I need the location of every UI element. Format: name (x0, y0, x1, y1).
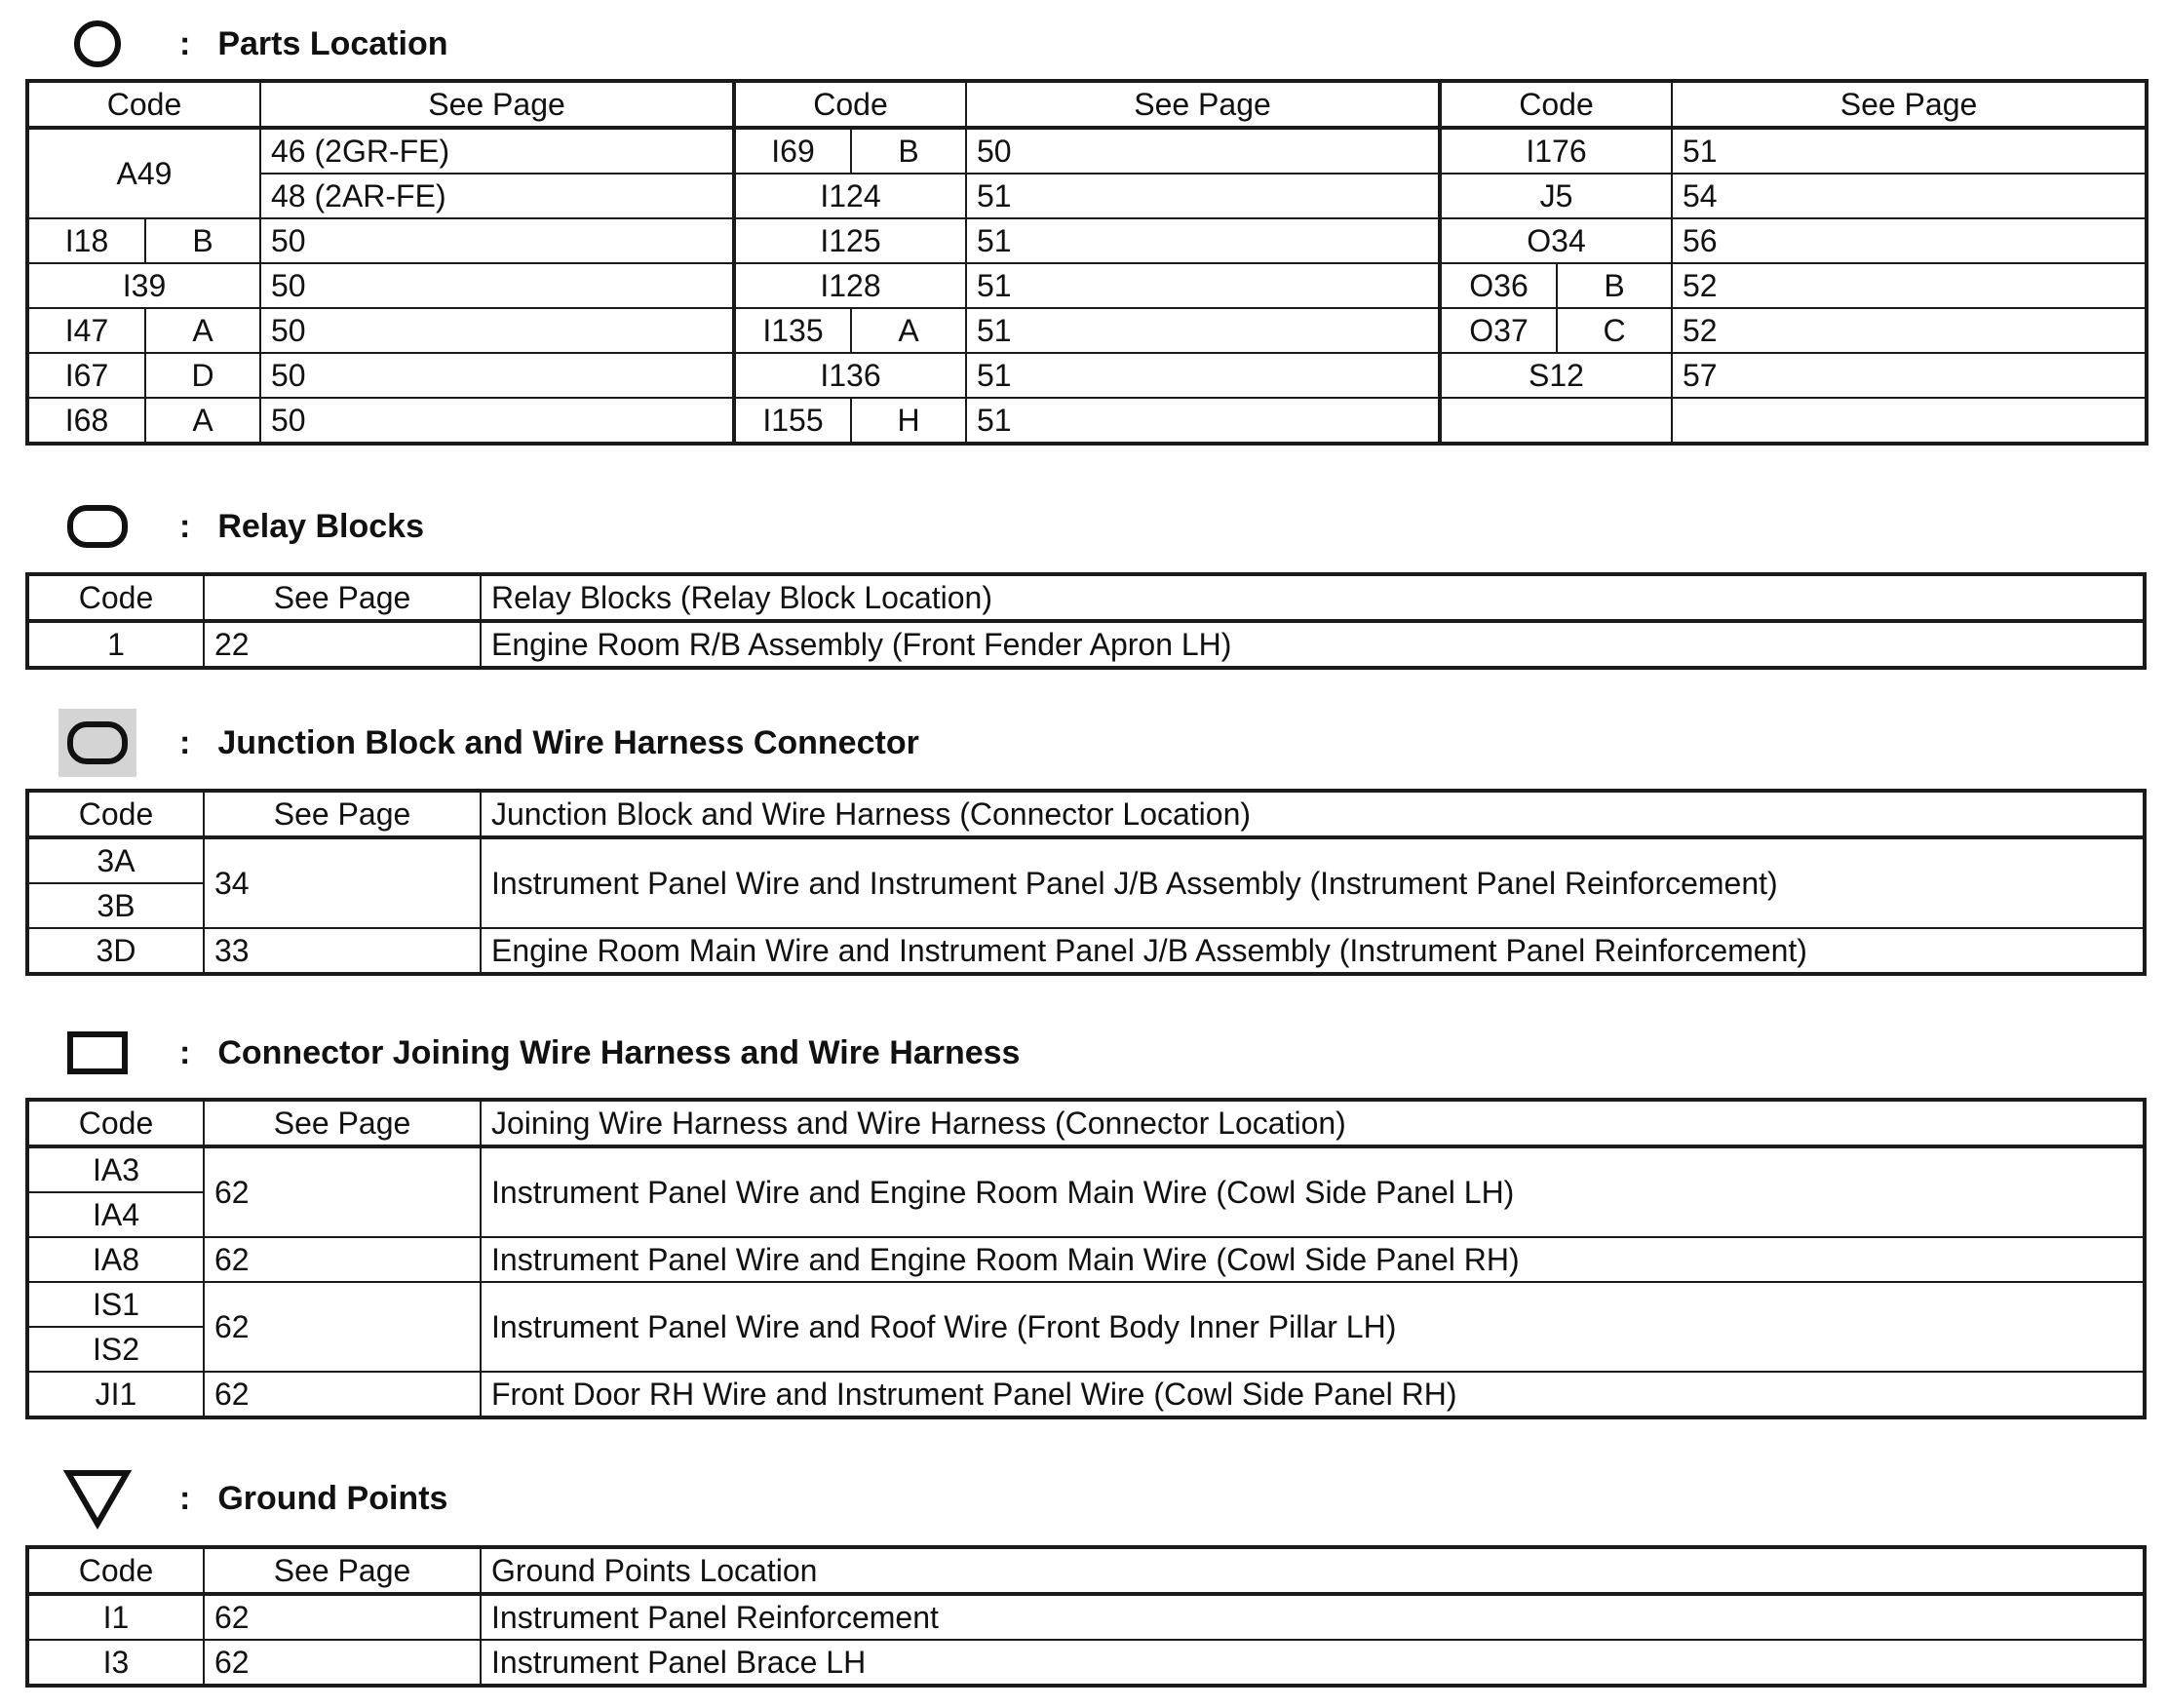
page-cell: 51 (966, 263, 1440, 308)
description-cell: Instrument Panel Wire and Instrument Panel J/B Assembly (Instrument Panel Reinforcement) (481, 837, 2144, 928)
see-page-header: See Page (204, 1548, 481, 1594)
code-cell: 3D (28, 928, 204, 973)
page-cell: 51 (966, 398, 1440, 443)
description-cell: Instrument Panel Reinforcement (481, 1594, 2144, 1640)
description-header: Joining Wire Harness and Wire Harness (Connector Location) (481, 1101, 2144, 1146)
page-cell: 51 (1672, 128, 2146, 174)
code-cell: IS2 (28, 1327, 204, 1372)
code-header: Code (28, 792, 204, 837)
circle-icon (58, 10, 136, 78)
page-cell: 50 (260, 218, 734, 263)
description-cell: Engine Room Main Wire and Instrument Panel J/B Assembly (Instrument Panel Reinforcement) (481, 928, 2144, 973)
code-cell: I47 (28, 308, 145, 353)
junction-block-table (27, 791, 2145, 974)
page-cell: 52 (1672, 263, 2146, 308)
code-cell: I176 (1440, 128, 1672, 174)
page-cell: 62 (204, 1594, 481, 1640)
heading-colon: : (179, 723, 191, 761)
parts-location-table (27, 81, 2147, 444)
sub-code-cell: C (1557, 308, 1672, 353)
sub-code-cell: B (1557, 263, 1672, 308)
code-cell: O34 (1440, 218, 1672, 263)
code-cell: I69 (734, 128, 851, 174)
section-title: Parts Location (217, 24, 448, 62)
code-header: Code (28, 1101, 204, 1146)
square-icon (58, 1019, 136, 1087)
table-header-row (28, 575, 2144, 621)
shaded-rounded-rect-icon (58, 709, 136, 777)
code-cell: IS1 (28, 1282, 204, 1327)
section-title: Ground Points (217, 1479, 448, 1517)
table-row (28, 837, 2144, 883)
code-cell: I3 (28, 1640, 204, 1685)
sub-code-cell: A (145, 308, 260, 353)
code-cell: J5 (1440, 174, 1672, 218)
sub-code-cell: A (145, 398, 260, 443)
code-cell: I125 (734, 218, 966, 263)
table-row (28, 1237, 2144, 1282)
description-header: Junction Block and Wire Harness (Connector Location) (481, 792, 2144, 837)
page-cell: 62 (204, 1372, 481, 1417)
page-cell: 50 (260, 308, 734, 353)
description-header: Ground Points Location (481, 1548, 2144, 1594)
table-row (28, 174, 2146, 218)
code-cell: 3A (28, 837, 204, 883)
page-cell: 22 (204, 621, 481, 667)
description-cell: Engine Room R/B Assembly (Front Fender Apron LH) (481, 621, 2144, 667)
table-row (28, 1594, 2144, 1640)
code-cell: IA3 (28, 1146, 204, 1192)
code-header: Code (28, 575, 204, 621)
page-cell: 54 (1672, 174, 2146, 218)
code-cell: IA4 (28, 1192, 204, 1237)
rounded-rect-icon (58, 492, 136, 561)
junction-block-heading (58, 709, 919, 777)
heading-colon: : (179, 1479, 191, 1517)
code-cell: I135 (734, 308, 851, 353)
table-row (28, 308, 2146, 353)
table-row (28, 353, 2146, 398)
page-cell: 56 (1672, 218, 2146, 263)
table-row (28, 218, 2146, 263)
relay-blocks-heading (58, 492, 424, 561)
page-cell: 52 (1672, 308, 2146, 353)
table-header-row (28, 1548, 2144, 1594)
sub-code-cell: B (851, 128, 966, 174)
empty-cell (1672, 398, 2146, 443)
table-row (28, 1282, 2144, 1327)
ground-points-heading (58, 1464, 447, 1533)
page-cell: 51 (966, 218, 1440, 263)
page-cell: 57 (1672, 353, 2146, 398)
connector-joining-heading (58, 1019, 1020, 1087)
description-header: Relay Blocks (Relay Block Location) (481, 575, 2144, 621)
code-cell: I136 (734, 353, 966, 398)
see-page-header: See Page (204, 792, 481, 837)
code-cell: A49 (28, 128, 260, 218)
heading-colon: : (179, 24, 191, 62)
code-cell: I67 (28, 353, 145, 398)
page-cell: 50 (260, 398, 734, 443)
see-page-header: See Page (204, 1101, 481, 1146)
description-cell: Instrument Panel Wire and Roof Wire (Front Body Inner Pillar LH) (481, 1282, 2144, 1372)
page-cell: 46 (2GR-FE) (260, 128, 734, 174)
code-cell: S12 (1440, 353, 1672, 398)
section-title: Relay Blocks (217, 507, 424, 545)
table-row (28, 928, 2144, 973)
section-title: Junction Block and Wire Harness Connector (217, 723, 919, 761)
code-cell: JI1 (28, 1372, 204, 1417)
description-cell: Front Door RH Wire and Instrument Panel Wire (Cowl Side Panel RH) (481, 1372, 2144, 1417)
table-header-row (28, 82, 2146, 128)
code-header: Code (1440, 82, 1672, 128)
code-cell: IA8 (28, 1237, 204, 1282)
sub-code-cell: B (145, 218, 260, 263)
code-header: Code (28, 82, 260, 128)
code-cell: I68 (28, 398, 145, 443)
description-cell: Instrument Panel Brace LH (481, 1640, 2144, 1685)
heading-colon: : (179, 1033, 191, 1071)
code-cell: 1 (28, 621, 204, 667)
page-cell: 33 (204, 928, 481, 973)
page-cell: 50 (260, 353, 734, 398)
table-row (28, 128, 2146, 174)
page-cell: 51 (966, 174, 1440, 218)
relay-blocks-table (27, 574, 2145, 668)
table-header-row (28, 1101, 2144, 1146)
page-cell: 62 (204, 1146, 481, 1237)
code-cell: I1 (28, 1594, 204, 1640)
see-page-header: See Page (204, 575, 481, 621)
code-cell: I39 (28, 263, 260, 308)
page-cell: 62 (204, 1282, 481, 1372)
page-cell: 50 (260, 263, 734, 308)
parts-location-heading (58, 10, 448, 78)
code-cell: I128 (734, 263, 966, 308)
sub-code-cell: D (145, 353, 260, 398)
table-row (28, 263, 2146, 308)
code-header: Code (734, 82, 966, 128)
table-row (28, 621, 2144, 667)
code-cell: 3B (28, 883, 204, 928)
empty-cell (1440, 398, 1672, 443)
code-cell: I18 (28, 218, 145, 263)
page-cell: 34 (204, 837, 481, 928)
code-header: Code (28, 1548, 204, 1594)
see-page-header: See Page (1672, 82, 2146, 128)
ground-points-table (27, 1547, 2145, 1686)
code-cell: I155 (734, 398, 851, 443)
table-header-row (28, 792, 2144, 837)
page-cell: 62 (204, 1237, 481, 1282)
page-cell: 48 (2AR-FE) (260, 174, 734, 218)
code-cell: O37 (1440, 308, 1557, 353)
code-cell: O36 (1440, 263, 1557, 308)
table-row (28, 1372, 2144, 1417)
page-cell: 50 (966, 128, 1440, 174)
description-cell: Instrument Panel Wire and Engine Room Main Wire (Cowl Side Panel RH) (481, 1237, 2144, 1282)
connector-joining-table (27, 1100, 2145, 1417)
heading-colon: : (179, 507, 191, 545)
see-page-header: See Page (966, 82, 1440, 128)
sub-code-cell: A (851, 308, 966, 353)
description-cell: Instrument Panel Wire and Engine Room Main Wire (Cowl Side Panel LH) (481, 1146, 2144, 1237)
sub-code-cell: H (851, 398, 966, 443)
ground-triangle-icon (58, 1464, 136, 1533)
code-cell: I124 (734, 174, 966, 218)
section-title: Connector Joining Wire Harness and Wire Harness (217, 1033, 1021, 1071)
page-cell: 51 (966, 308, 1440, 353)
table-row (28, 398, 2146, 443)
table-row (28, 1146, 2144, 1192)
table-row (28, 1640, 2144, 1685)
page-cell: 62 (204, 1640, 481, 1685)
page-cell: 51 (966, 353, 1440, 398)
see-page-header: See Page (260, 82, 734, 128)
